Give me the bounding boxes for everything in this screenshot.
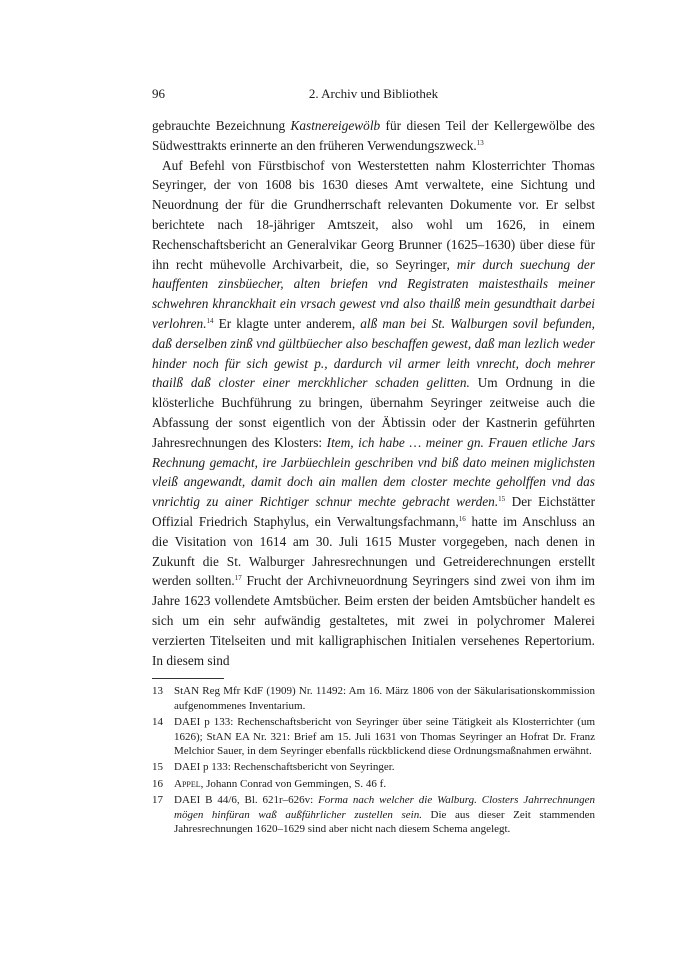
footnote-14	[152, 715, 595, 758]
text-span: Er klagte unter anderem,	[213, 315, 361, 331]
footnote-number: 15	[152, 761, 163, 774]
footnote-text: StAN Reg Mfr KdF (1909) Nr. 11492: Am 16. März 1806 von der Säkularisationskommission aufgenommenes Inventarium.	[174, 685, 595, 712]
footnote-ref-13[interactable]: 13	[476, 138, 484, 147]
author-name: Appel	[174, 777, 201, 790]
footnote-ref-14[interactable]: 14	[206, 316, 214, 325]
footnote-text: , Johann Conrad von Gemmingen, S. 46 f.	[200, 777, 387, 790]
text-span: hatte im Anschluss an die Visitation von 1614 am 30. Juli 1615 Muster vorgegeben, nach denen in Zukunft die St. Walburger Jahresrechnungen und Getreiderechnungen erstellt werden sollten.	[152, 513, 595, 589]
footnote-13	[152, 684, 595, 713]
italic-term: Kastnereigewölb	[290, 118, 381, 133]
page-number: 96	[152, 86, 165, 101]
footnote-text: Die aus dieser Zeit stammenden Jahresrechnungen 1620–1629 sind aber nicht nach diesem Schema angelegt.	[174, 808, 596, 835]
paragraph-2	[152, 156, 595, 671]
text-span: Um Ordnung in die klösterliche Buchführung zu bringen, übernahm Seyringer zeitweise auch die Abfassung der sonst eigentlich von der Äbtissin oder der Kastnerin geführten Jahresrechnungen des Klosters:	[152, 375, 595, 450]
footnote-number: 14	[152, 716, 163, 729]
footnote-number: 13	[152, 685, 163, 698]
footnote-ref-16[interactable]: 16	[458, 514, 466, 523]
paragraph-1	[152, 116, 595, 156]
footnote-text: DAEI p 133: Rechenschaftsbericht von Seyringer über seine Tätigkeit als Klosterrichter (um 1626); StAN EA Nr. 321: Brief am 15. Juli 1631 von Thomas Seyringer an Hofrat Dr. Franz Melchior Sauer, in dem Seyringer ebenfalls rückblickend diese Ordnungsmaßnahmen erwähnt.	[174, 716, 595, 757]
footnote-text: DAEI B 44/6, Bl. 621r–626v:	[174, 794, 319, 807]
footnote-15	[152, 760, 595, 774]
page	[152, 86, 595, 838]
italic-quote: alß man bei St. Walburgen sovil befunden, daß derselben zinß vnd gültbüecher also beschaffen gewest, daß man lezlich weder hinder noch für sich gewist p., dardurch vil armer leith vnrecht, doch mehrer thailß daß closter einer merckhlicher schaden gelitten.	[152, 315, 595, 391]
footnote-ref-17[interactable]: 17	[234, 574, 242, 583]
text-span: gebrauchte Bezeichnung	[152, 118, 291, 133]
footnote-divider	[152, 678, 224, 679]
text-span: Der Eichstätter Offizial Friedrich Staphylus, ein Verwaltungsfachmann,	[152, 494, 595, 529]
footnote-ref-15[interactable]: 15	[498, 495, 506, 504]
footnote-number: 17	[152, 794, 163, 807]
footnote-italic-title: Forma nach welcher die Walburg. Closters Jahrrechnungen mögen hinfüran waß außführlicher zustellen sein.	[174, 794, 595, 821]
body-text	[152, 116, 595, 670]
page-header	[152, 86, 595, 108]
italic-quote: mir durch suechung der hauffenten zinsbüecher, alten briefen vnd Registraten maistesthails meiner schwehren khranckhait ein vrsach gewest vnd also thailß mein gesundthait darbei verlohren.	[152, 256, 595, 331]
running-head: 2. Archiv und Bibliothek	[308, 86, 439, 101]
text-span: Auf Befehl von Fürstbischof von Westerstetten nahm Klosterrichter Thomas Seyringer, der von 1608 bis 1630 dieses Amt verwaltete, eine Sichtung und Neuordnung der für die Grundherrschaft relevanten Dokumente vor. Er selbst berichtete nach 18-jähriger Amtszeit, also wohl um 1626, in einem Rechenschaftsbericht an Generalvikar Georg Brunner (1625–1630) über diese für ihn recht mühevolle Archivarbeit, die, so Seyringer,	[152, 157, 595, 272]
footnotes	[152, 684, 595, 836]
footnote-17	[152, 793, 595, 836]
footnote-number: 16	[152, 777, 163, 790]
footnote-text: DAEI p 133: Rechenschaftsbericht von Seyringer.	[174, 761, 395, 774]
text-span: für diesen Teil der Kellergewölbe des Südwesttrakts erinnerte an den früheren Verwendungszweck.	[152, 118, 595, 153]
footnote-16	[152, 777, 595, 791]
text-span: Frucht der Archivneuordnung Seyringers sind zwei von ihm im Jahre 1623 vollendete Amtsbücher. Beim ersten der beiden Amtsbücher handelt es sich um ein sehr aufwändig gestaltetes, mit zwei in polychromer Malerei verzierten Titelseiten und mit kalligraphischen Initialen versehenes Repertorium. In diesem sind	[152, 573, 595, 668]
italic-quote: Item, ich habe … meiner gn. Frauen etliche Jars Rechnung gemacht, ire Jarbüechlein geschriben vnd biß dato meinen miglichsten vleiß angewandt, damit doch ain mallen dem closter mechte geholffen vnd das vnrichtig zu ainer Richtiger schnur mechte gebracht werden.	[152, 434, 596, 510]
